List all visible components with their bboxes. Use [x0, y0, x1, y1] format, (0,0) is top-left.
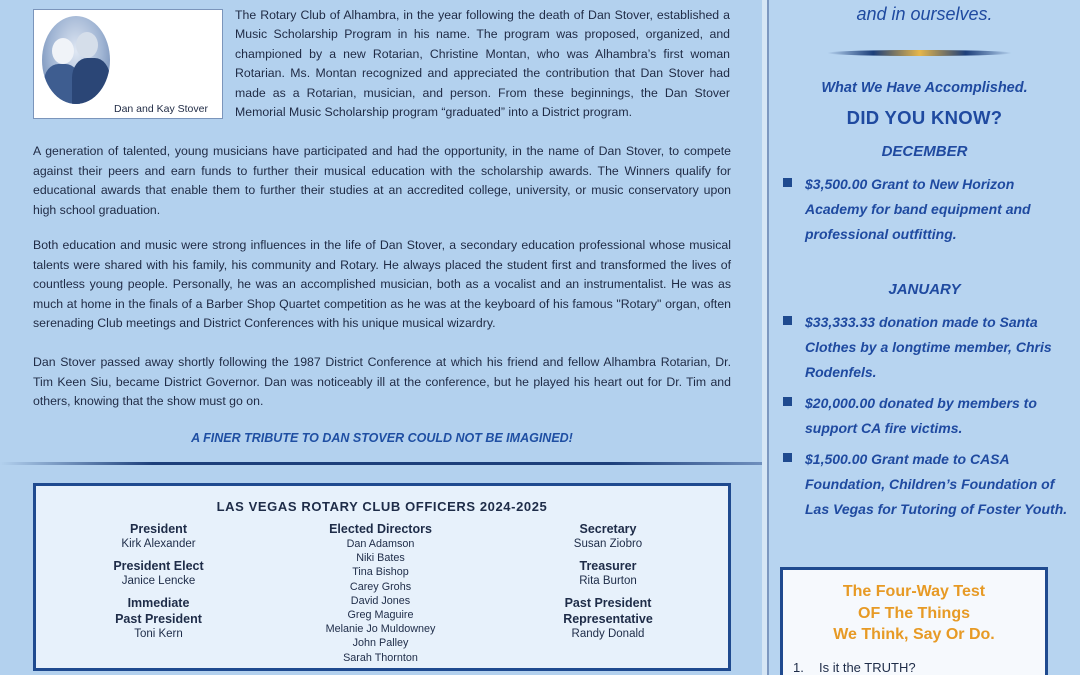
- paragraph-education-music: Both education and music were strong influences in the life of Dan Stover, a secondary education professional whose musical talents were shared with his family, his community and Rotary. He always placed the student first and transformed the lives of countless young people. Personally, he was an accomplished musician, both as a vocalist and an instrumentalist. He was as much at home in the finals of a Barber Shop Quartet competition as he was at the keyboard of his famous "Rotary" organ, often serenading Club meetings and District Conferences with his unique musical wizardry.: [33, 238, 731, 331]
- accomplishment-item: [783, 172, 1068, 247]
- officers-column-right: [533, 521, 683, 648]
- four-way-test-item: [793, 660, 1045, 675]
- accomplishment-text: $33,333.33 donation made to Santa Clothes by a longtime member, Chris Rodenfels.: [805, 314, 1052, 380]
- accomplishment-text: $3,500.00 Grant to New Horizon Academy for band equipment and professional outfitting.: [805, 176, 1031, 242]
- intro-paragraph: The Rotary Club of Alhambra, in the year following the death of Dan Stover, established a Music Scholarship Program in his name. The program was proposed, organized, and championed by a new Rotarian, Christine Montan, who was Alhambra’s first woman Rotarian. Ms. Montan recognized and appreciated the contribution that Dan Stover had made as a Rotarian, musician, and person. From these beginnings, the Dan Stover Memorial Music Scholarship program “graduated” into a District program.: [235, 8, 730, 120]
- accomplished-heading: What We Have Accomplished.: [821, 80, 1028, 96]
- director-name: Melanie Jo Muldowney: [325, 623, 436, 636]
- director-name: Sarah Thornton: [343, 651, 418, 664]
- month-january: JANUARY: [888, 281, 961, 298]
- item-number: 1.: [793, 659, 804, 675]
- directors-label: Elected Directors: [329, 522, 432, 536]
- square-bullet-icon: [783, 397, 792, 406]
- director-name: Carey Grohs: [349, 580, 412, 593]
- president-label: President: [130, 522, 187, 536]
- decorative-swoosh: [827, 50, 1012, 56]
- accomplishment-text: $20,000.00 donated by members to support CA fire victims.: [805, 395, 1037, 436]
- director-name: Dan Adamson: [346, 538, 415, 550]
- square-bullet-icon: [783, 316, 792, 325]
- four-way-test-subtitle: OF The Things: [858, 604, 970, 622]
- couple-photo: [42, 16, 110, 104]
- paragraph-scholarship: A generation of talented, young musicians have participated and had the opportunity, in the name of Dan Stover, to compete against their peers and earn funds to further their musical education with the scholarship awards. The Winners qualify for educational awards that enable them to further their studies at an accredited college, university, or music conservatory upon high school graduation.: [33, 144, 731, 217]
- item-text: Is it the TRUTH?: [819, 659, 916, 675]
- immediate-past-label-2: Past President: [115, 612, 202, 626]
- paragraph-passing: Dan Stover passed away shortly following the 1987 District Conference at which his friend and fellow Alhambra Rotarian, Dr. Tim Keen Siu, became District Governor. Dan was noticeably ill at the conference, but he played his heart out for Dr. Tim and others, knowing that the show must go on.: [33, 355, 731, 409]
- accomplishment-item: [783, 391, 1068, 441]
- four-way-test-box: [780, 567, 1048, 675]
- secretary-name: Susan Ziobro: [573, 538, 643, 550]
- treasurer-name: Rita Burton: [579, 575, 637, 587]
- president-elect-name: Janice Lencke: [121, 575, 196, 587]
- square-bullet-icon: [783, 453, 792, 462]
- president-name: Kirk Alexander: [121, 538, 196, 550]
- square-bullet-icon: [783, 178, 792, 187]
- director-name: Tina Bishop: [352, 566, 409, 579]
- four-way-test-subtitle-2: We Think, Say Or Do.: [833, 626, 995, 643]
- director-name: Niki Bates: [356, 552, 405, 565]
- past-rep-label: Past President: [564, 596, 652, 610]
- treasurer-label: Treasurer: [579, 559, 637, 573]
- secretary-label: Secretary: [579, 522, 637, 536]
- past-rep-label-2: Representative: [563, 612, 653, 626]
- section-divider: [0, 462, 762, 465]
- director-name: John Palley: [352, 637, 409, 650]
- sidebar: [769, 0, 1080, 675]
- photo-caption: Dan and Kay Stover: [114, 103, 208, 115]
- officers-column-directors: [298, 521, 463, 665]
- accomplishment-item: [783, 447, 1068, 522]
- tribute-line: A FINER TRIBUTE TO DAN STOVER COULD NOT BE IMAGINED!: [191, 431, 573, 445]
- director-name: Greg Maguire: [347, 609, 414, 622]
- past-rep-name: Randy Donald: [571, 628, 645, 640]
- immediate-past-label: Immediate: [127, 596, 190, 610]
- officers-box: [33, 483, 731, 671]
- director-name: David Jones: [350, 594, 411, 607]
- officers-column-left: [86, 521, 231, 648]
- accomplishment-item: [783, 310, 1068, 385]
- photo-frame: [33, 9, 223, 119]
- president-elect-label: President Elect: [113, 559, 204, 573]
- accomplishment-text: $1,500.00 Grant made to CASA Foundation, Children’s Foundation of Las Vegas for Tutoring of Foster Youth.: [805, 451, 1068, 517]
- month-december: DECEMBER: [881, 143, 968, 160]
- four-way-test-title: The Four-Way Test: [842, 583, 986, 600]
- immediate-past-name: Toni Kern: [134, 628, 183, 640]
- quote-ending: and in ourselves.: [856, 4, 993, 24]
- officers-title: LAS VEGAS ROTARY CLUB OFFICERS 2024-2025: [216, 499, 548, 514]
- did-you-know-heading: DID YOU KNOW?: [846, 107, 1003, 128]
